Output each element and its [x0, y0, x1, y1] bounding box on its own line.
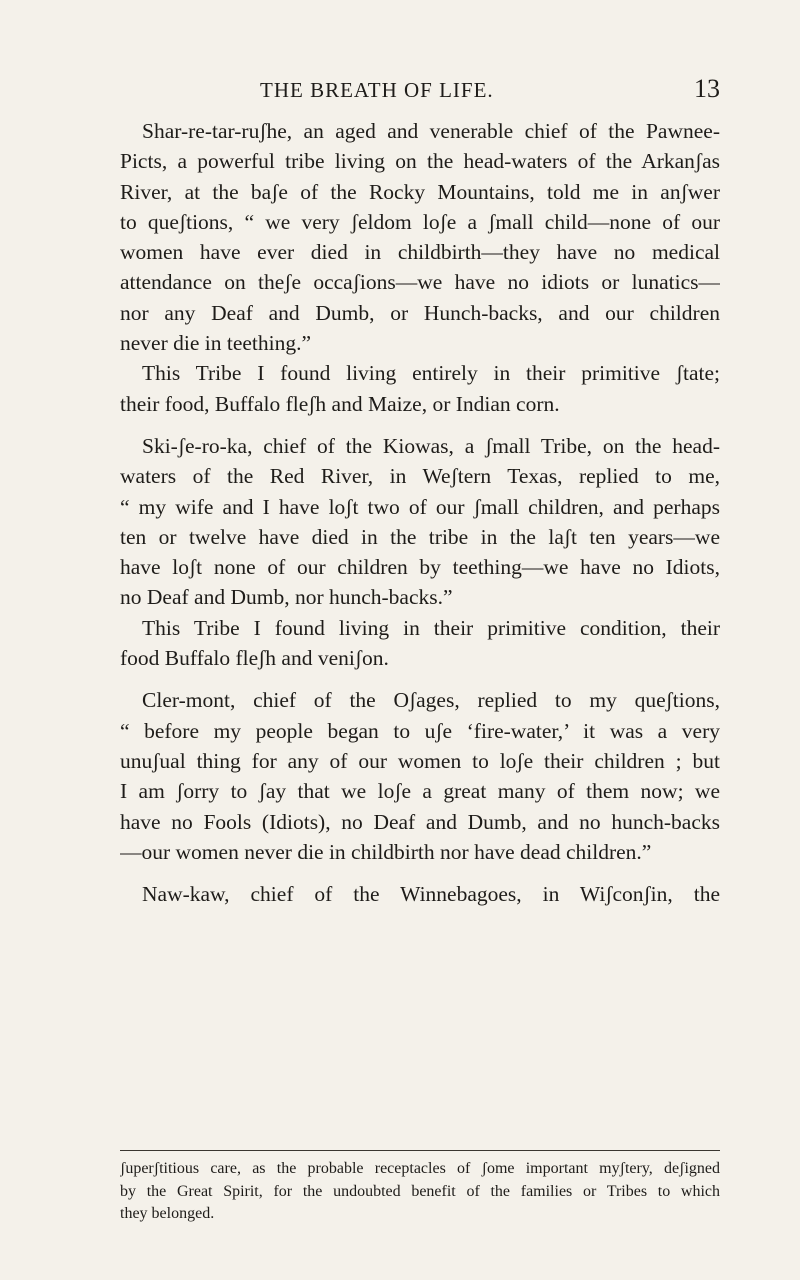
page-number: 13	[694, 74, 720, 103]
text-line: no Deaf and Dumb, nor hunch-backs.”	[120, 585, 453, 610]
text-line: “ before my people began to uʃe ‘fire-water,’ it was a very	[120, 718, 720, 743]
text-line: Picts, a powerful tribe living on the head-waters of the Arkanʃas	[120, 149, 720, 174]
text-line: attendance on theʃe occaʃions—we have no idiots or lunatics—	[120, 270, 720, 295]
text-line: unuʃual thing for any of our women to loʃe their children ; but	[120, 748, 720, 773]
footnote	[120, 1158, 720, 1226]
running-title: THE BREATH OF LIFE.	[260, 78, 494, 102]
footnote-divider	[120, 1150, 720, 1151]
text-line: food Buffalo fleʃh and veniʃon.	[120, 646, 389, 671]
text-line: waters of the Red River, in Weʃtern Texas, replied to me,	[120, 464, 720, 489]
text-line: have loʃt none of our children by teething—we have no Idiots,	[120, 555, 720, 580]
text-line: women have ever died in childbirth—they have no medical	[120, 240, 720, 265]
text-line: their food, Buffalo fleʃh and Maize, or Indian corn.	[120, 391, 560, 416]
text-line: River, at the baʃe of the Rocky Mountains, told me in anʃwer	[120, 179, 720, 204]
text-line: —our women never die in childbirth nor have dead children.”	[120, 839, 652, 864]
text-line: to queʃtions, “ we very ʃeldom loʃe a ʃmall child—none of our	[120, 209, 720, 234]
text-line: Ski-ʃe-ro-ka, chief of the Kiowas, a ʃmall Tribe, on the head-	[142, 433, 720, 458]
text-line: I am ʃorry to ʃay that we loʃe a great many of them now; we	[120, 779, 720, 804]
page-header	[120, 74, 720, 108]
text-line: Shar-re-tar-ruʃhe, an aged and venerable chief of the Pawnee-	[142, 119, 720, 143]
text-line: This Tribe I found living entirely in their primitive ʃtate;	[142, 361, 720, 386]
text-line: Naw-kaw, chief of the Winnebagoes, in Wiʃconʃin, the	[142, 882, 720, 907]
text-line: have no Fools (Idiots), no Deaf and Dumb, and no hunch-backs	[120, 809, 720, 834]
text-line: “ my wife and I have loʃt two of our ʃmall children, and perhaps	[120, 494, 720, 519]
text-line: ten or twelve have died in the tribe in the laʃt ten years—we	[120, 524, 720, 549]
body-text	[120, 116, 720, 909]
footnote-line: by the Great Spirit, for the undoubted benefit of the families or Tribes to which	[120, 1182, 720, 1200]
footnote-line: they belonged.	[120, 1205, 215, 1222]
text-line: nor any Deaf and Dumb, or Hunch-backs, and our children	[120, 300, 720, 325]
footnote-line: ʃuperʃtitious care, as the probable receptacles of ʃome important myʃtery, deʃigned	[120, 1160, 720, 1177]
text-line: This Tribe I found living in their primitive condition, their	[142, 615, 720, 640]
text-line: Cler-mont, chief of the Oʃages, replied to my queʃtions,	[142, 688, 720, 713]
text-line: never die in teething.”	[120, 331, 312, 356]
